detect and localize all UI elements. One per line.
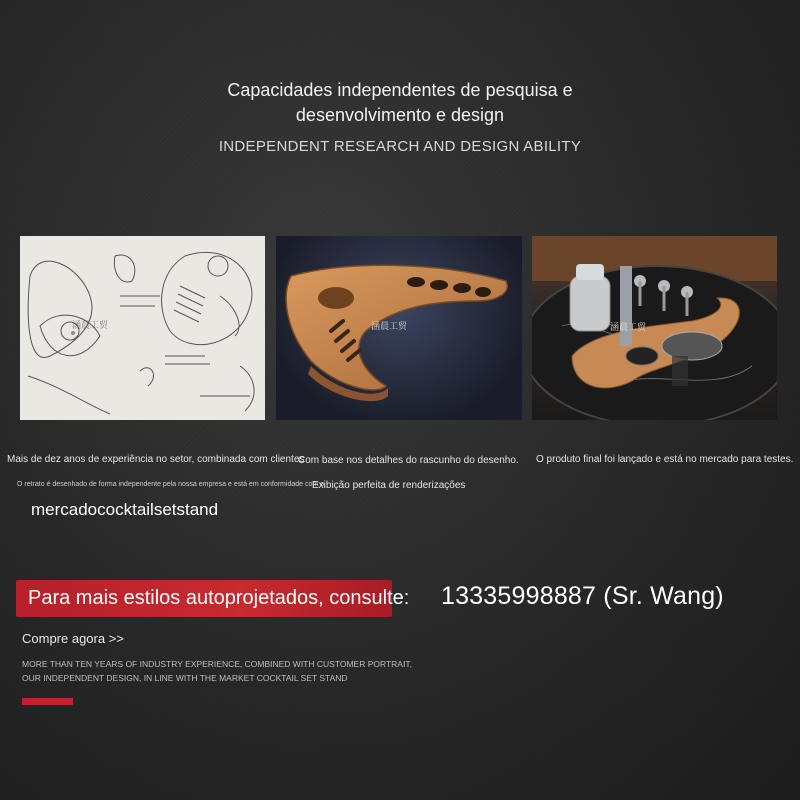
description-line-2: OUR INDEPENDENT DESIGN, IN LINE WITH THE MARKET COCKTAIL SET STAND bbox=[22, 673, 348, 683]
contact-phone: 13335998887 (Sr. Wang) bbox=[441, 582, 724, 610]
accent-bar bbox=[22, 698, 73, 705]
caption-panel-2: Com base nos detalhes do rascunho do desenho. bbox=[298, 455, 519, 466]
page-title bbox=[0, 78, 800, 128]
brand-text: mercadococktailsetstand bbox=[31, 500, 219, 519]
sketch-panel bbox=[20, 236, 265, 420]
caption-panel-1: Mais de dez anos de experiência no setor, combinada com clientes bbox=[7, 454, 305, 465]
finished-cocktail-set-photo bbox=[532, 236, 777, 420]
pencil-sketch-image bbox=[20, 236, 265, 420]
caption-panel-3: O produto final foi lançado e está no mercado para testes. bbox=[536, 454, 794, 465]
cta-label: Para mais estilos autoprojetados, consulte: bbox=[28, 587, 410, 609]
watermark-text: 涵晨工贸 bbox=[371, 322, 408, 332]
render-panel bbox=[276, 236, 522, 420]
title-line-2: desenvolvimento e design bbox=[295, 105, 505, 125]
page-subtitle: INDEPENDENT RESEARCH AND DESIGN ABILITY bbox=[218, 138, 582, 155]
buy-now-link[interactable]: Compre agora >> bbox=[22, 631, 124, 646]
product-photo-panel bbox=[532, 236, 777, 420]
caption-panel-1-line-2: O retrato é desenhado de forma independente pela nossa empresa e está em conformidade com o bbox=[17, 481, 325, 488]
watermark-text: 涵晨工贸 bbox=[72, 321, 109, 331]
description-line-1: MORE THAN TEN YEARS OF INDUSTRY EXPERIENCE, COMBINED WITH CUSTOMER PORTRAIT, bbox=[22, 659, 412, 669]
caption-panel-2-line-2: Exibição perfeita de renderizações bbox=[312, 480, 466, 491]
watermark-text: 涵晨工贸 bbox=[610, 323, 647, 333]
title-line-1: Capacidades independentes de pesquisa e bbox=[227, 80, 573, 100]
description-text bbox=[22, 657, 412, 685]
